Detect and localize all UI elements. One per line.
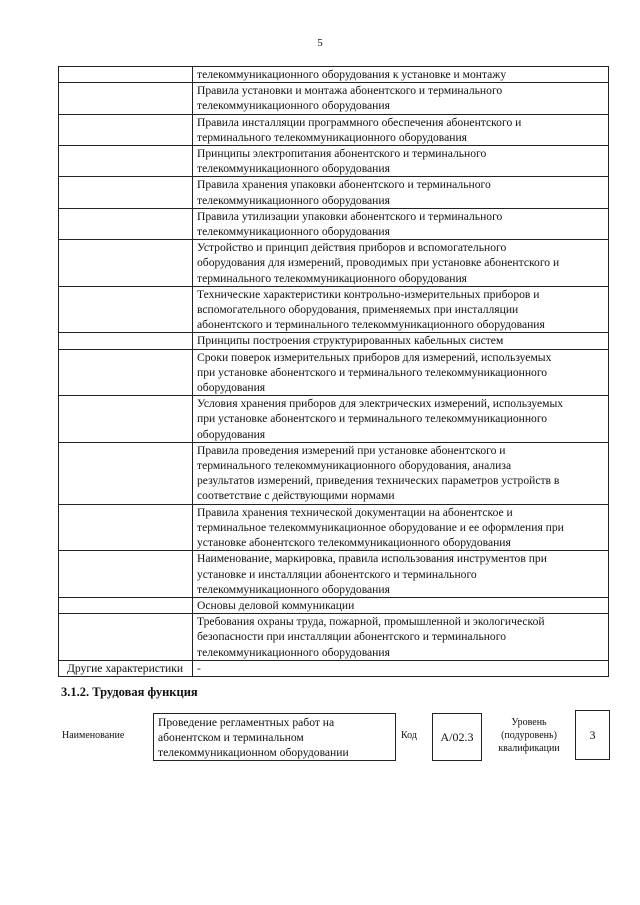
text-line: -: [197, 661, 201, 675]
function-name-value: Проведение регламентных работ на абонентском и терминальном телекоммуникационном оборудовании: [153, 713, 396, 761]
text-line: безопасности при инсталляции абонентского и терминального: [197, 630, 506, 644]
row-text-cell: [193, 504, 609, 551]
table-row: [59, 177, 609, 208]
row-text-cell: [193, 660, 609, 676]
table-row: [59, 551, 609, 598]
text-line: вспомогательного оборудования, применяемых при инсталляции: [197, 303, 519, 317]
row-label-cell: [59, 146, 193, 177]
text-line: соответствие с действующими нормами: [197, 489, 395, 503]
section-heading: 3.1.2. Трудовая функция: [61, 685, 198, 699]
text-line: терминального телекоммуникационного оборудования: [197, 271, 467, 285]
function-code-value: A/02.3: [432, 713, 482, 761]
row-label-cell: [59, 597, 193, 613]
text-line: Устройство и принцип действия приборов и вспомогательного: [197, 241, 507, 255]
row-label-cell: [59, 349, 193, 396]
requirements-table: [58, 66, 609, 677]
text-line: результатов измерений, приведения технических параметров устройств в: [197, 474, 560, 488]
text-line: установке абонентского телекоммуникационного оборудования: [197, 536, 511, 550]
row-text-cell: [193, 114, 609, 145]
text-line: Условия хранения приборов для электрических измерений, используемых: [197, 397, 564, 411]
row-label-cell: [59, 614, 193, 661]
text-line: телекоммуникационного оборудования: [197, 162, 390, 176]
table-row: [59, 597, 609, 613]
row-text-cell: [193, 333, 609, 349]
row-label-cell: [59, 83, 193, 114]
page-number: 5: [317, 37, 323, 49]
text-line: Правила хранения технической документации на абонентское и: [197, 505, 513, 519]
text-line: Правила утилизации упаковки абонентского и терминального: [197, 209, 503, 223]
row-label-cell: [59, 208, 193, 239]
text-line: оборудования: [197, 381, 266, 395]
text-line: оборудования для измерений, проводимых при установке абонентского и: [197, 256, 560, 270]
row-text-cell: [193, 177, 609, 208]
text-line: при установке абонентского и терминального телекоммуникационного: [197, 412, 548, 426]
text-line: телекоммуникационного оборудования: [197, 225, 390, 239]
row-text-cell: [193, 551, 609, 598]
table-row: [59, 240, 609, 287]
table-row: [59, 660, 609, 676]
text-line: Правила проведения измерений при установке абонентского и: [197, 443, 506, 457]
text-line: Правила инсталляции программного обеспечения абонентского и: [197, 115, 522, 129]
table-row: [59, 67, 609, 83]
text-line: терминального телекоммуникационного оборудования, анализа: [197, 459, 512, 473]
table-row: [59, 208, 609, 239]
text-line: Основы деловой коммуникации: [197, 598, 355, 612]
text-line: терминального телекоммуникационного оборудования: [197, 130, 467, 144]
row-label-cell: [59, 551, 193, 598]
text-line: телекоммуникационного оборудования: [197, 99, 390, 113]
row-text-cell: [193, 208, 609, 239]
row-text-cell: [193, 240, 609, 287]
text-line: Правила установки и монтажа абонентского и терминального: [197, 84, 503, 98]
row-text-cell: [193, 597, 609, 613]
table-row: [59, 396, 609, 443]
table-row: [59, 83, 609, 114]
text-line: Сроки поверок измерительных приборов для измерений, используемых: [197, 350, 552, 364]
row-label-cell: [59, 67, 193, 83]
text-line: абонентского и терминального телекоммуникационного оборудования: [197, 318, 545, 332]
row-label-cell: [59, 442, 193, 504]
table-row: [59, 146, 609, 177]
row-text-cell: [193, 146, 609, 177]
table-row: [59, 442, 609, 504]
text-line: телекоммуникационного оборудования: [197, 645, 390, 659]
row-text-cell: [193, 614, 609, 661]
row-text-cell: [193, 286, 609, 333]
text-line: Технические характеристики контрольно-измерительных приборов и: [197, 287, 540, 301]
text-line: телекоммуникационного оборудования: [197, 193, 390, 207]
requirements-table-body: [59, 67, 609, 677]
row-text-cell: [193, 83, 609, 114]
row-label-cell: [59, 114, 193, 145]
table-row: [59, 333, 609, 349]
qualification-level-label: Уровень (подуровень) квалификации: [498, 717, 560, 754]
row-label-cell: [59, 240, 193, 287]
row-text-cell: [193, 349, 609, 396]
qualification-level-value: 3: [575, 710, 610, 760]
function-name-label: Наименование: [62, 730, 125, 741]
text-line: Принципы построения структурированных кабельных систем: [197, 334, 504, 348]
text-line: телекоммуникационного оборудования к установке и монтажу: [197, 68, 507, 81]
text-line: Наименование, маркировка, правила использования инструментов при: [197, 552, 547, 566]
row-label-cell: [59, 396, 193, 443]
text-line: терминальное телекоммуникационное оборудование и ее оформления при: [197, 520, 564, 534]
row-label-cell: Другие характеристики: [59, 660, 193, 676]
table-row: [59, 349, 609, 396]
table-row: [59, 614, 609, 661]
text-line: Требования охраны труда, пожарной, промышленной и экологической: [197, 615, 545, 629]
function-code-label: Код: [401, 730, 417, 741]
row-text-cell: [193, 67, 609, 83]
row-label-cell: [59, 504, 193, 551]
row-text-cell: [193, 396, 609, 443]
table-row: [59, 504, 609, 551]
row-label-cell: [59, 286, 193, 333]
table-row: [59, 286, 609, 333]
row-label-cell: [59, 333, 193, 349]
text-line: Принципы электропитания абонентского и терминального: [197, 147, 487, 161]
row-label-cell: [59, 177, 193, 208]
text-line: Правила хранения упаковки абонентского и терминального: [197, 178, 491, 192]
table-row: [59, 114, 609, 145]
text-line: при установке абонентского и терминального телекоммуникационного: [197, 365, 548, 379]
text-line: установке и инсталляции абонентского и терминального: [197, 567, 477, 581]
text-line: телекоммуникационного оборудования: [197, 582, 390, 596]
row-text-cell: [193, 442, 609, 504]
text-line: оборудования: [197, 427, 266, 441]
